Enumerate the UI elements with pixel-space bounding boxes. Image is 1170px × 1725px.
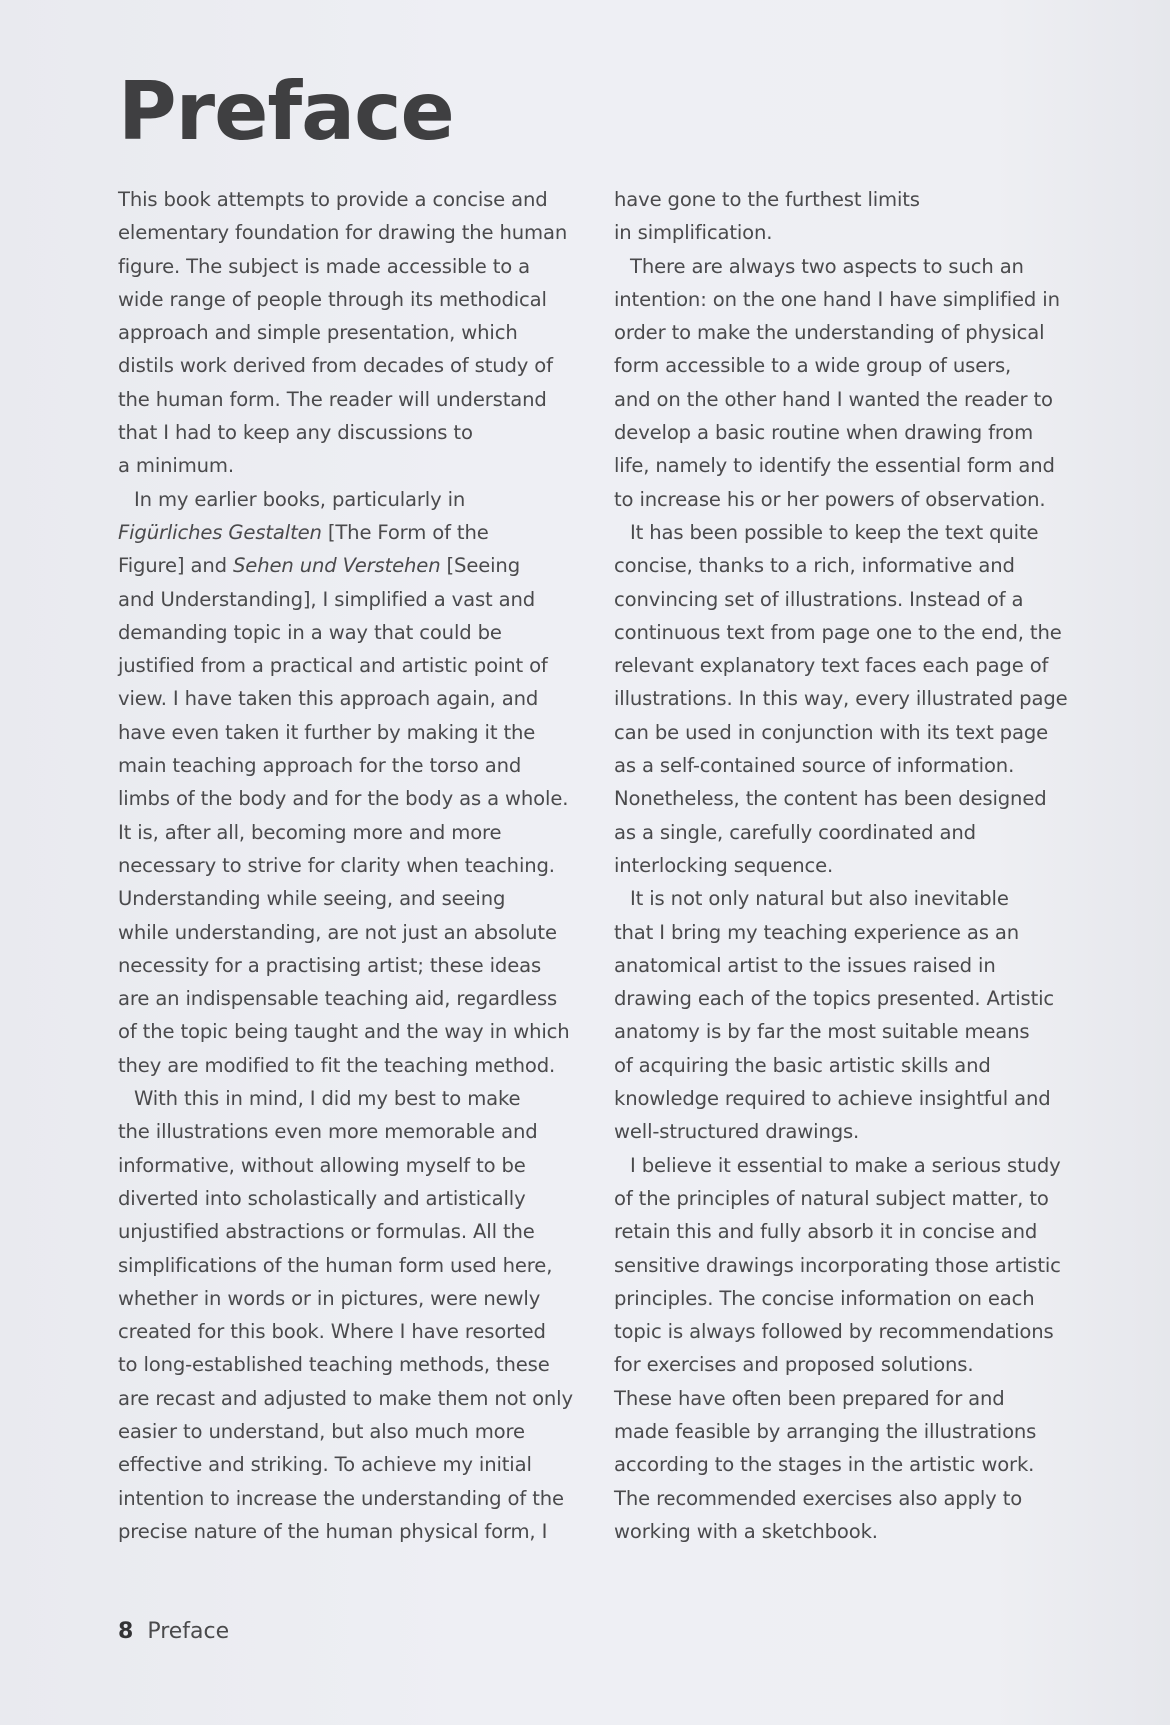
text-line [614,649,1084,682]
text-line [614,416,1084,449]
text-line [614,1282,1084,1315]
text-segment: and on the other hand I wanted the reader to [614,387,1053,411]
text-segment: demanding topic in a way that could be [118,620,502,644]
text-line [118,183,588,216]
text-segment: limbs of the body and for the body as a whole. [118,787,569,811]
text-line [614,849,1084,882]
text-segment: knowledge required to achieve insightful and [614,1087,1051,1111]
text-line [118,583,588,616]
text-segment: as a self-contained source of information. [614,754,1015,778]
text-line [118,716,588,749]
text-segment: The recommended exercises also apply to [614,1486,1023,1510]
text-line [118,383,588,416]
text-segment: that I had to keep any discussions to [118,421,473,445]
text-segment: intention: on the one hand I have simplified in [614,287,1060,311]
text-line [118,449,588,482]
text-segment: It is, after all, becoming more and more [118,820,502,844]
text-segment: justified from a practical and artistic point of [118,654,548,678]
text-segment: of acquiring the basic artistic skills and [614,1053,991,1077]
text-line [614,1182,1084,1215]
text-line [118,283,588,316]
text-segment: intention to increase the understanding of the [118,1486,564,1510]
text-line [118,849,588,882]
text-segment: according to the stages in the artistic work. [614,1453,1035,1477]
text-line [614,449,1084,482]
text-segment: life, namely to identify the essential form and [614,454,1055,478]
text-line [614,1215,1084,1248]
text-segment: Understanding while seeing, and seeing [118,887,506,911]
text-segment: necessity for a practising artist; these ideas [118,953,542,977]
text-line [614,1115,1084,1148]
text-segment: diverted into scholastically and artistically [118,1186,526,1210]
text-line [118,1249,588,1282]
text-segment: well-structured drawings. [614,1120,860,1144]
text-segment: view. I have taken this approach again, and [118,687,539,711]
text-segment: main teaching approach for the torso and [118,754,522,778]
text-line [118,516,588,549]
text-line [118,1015,588,1048]
text-segment: Figure] and [118,554,233,578]
text-segment: It has been possible to keep the text quite [630,520,1039,544]
text-segment: have even taken it further by making it the [118,720,536,744]
text-segment: made feasible by arranging the illustrations [614,1419,1037,1443]
text-line [614,183,1084,216]
text-line [614,749,1084,782]
text-line [118,1049,588,1082]
page-title: Preface [118,65,454,158]
text-line [118,1215,588,1248]
text-segment: There are always two aspects to such an [630,254,1024,278]
text-line [614,716,1084,749]
text-segment: figure. The subject is made accessible to a [118,254,531,278]
text-line [614,882,1084,915]
text-segment: principles. The concise information on each [614,1286,1035,1310]
text-segment: of the principles of natural subject matter, to [614,1186,1049,1210]
text-line [118,349,588,382]
text-segment: [The Form of the [321,520,489,544]
text-line [118,1115,588,1148]
text-line [614,1082,1084,1115]
text-segment: anatomy is by far the most suitable means [614,1020,1030,1044]
text-segment: that I bring my teaching experience as an [614,920,1019,944]
text-segment: precise nature of the human physical form, I [118,1519,548,1543]
text-segment: anatomical artist to the issues raised in [614,953,996,977]
right-text-column [614,183,1084,1548]
text-segment: the illustrations even more memorable and [118,1120,538,1144]
text-line [614,782,1084,815]
text-line [614,549,1084,582]
text-segment: It is not only natural but also inevitable [630,887,1009,911]
text-line [614,383,1084,416]
text-segment: distils work derived from decades of study of [118,354,553,378]
footer-section-title: Preface [147,1619,230,1644]
text-line [614,982,1084,1015]
text-segment: These have often been prepared for and [614,1386,1005,1410]
text-segment: continuous text from page one to the end, the [614,620,1062,644]
text-segment: can be used in conjunction with its text page [614,720,1049,744]
text-line [614,682,1084,715]
text-segment: and Understanding], I simplified a vast and [118,587,536,611]
text-line [614,1515,1084,1548]
text-line [118,549,588,582]
text-line [614,1415,1084,1448]
text-segment: as a single, carefully coordinated and [614,820,976,844]
text-segment: form accessible to a wide group of users, [614,354,1012,378]
page-footer [118,1615,229,1649]
text-line [614,1348,1084,1381]
text-segment: the human form. The reader will understand [118,387,547,411]
text-segment: easier to understand, but also much more [118,1419,525,1443]
text-segment: for exercises and proposed solutions. [614,1353,974,1377]
text-line [614,516,1084,549]
page-number: 8 [118,1619,134,1644]
text-line [614,1015,1084,1048]
text-segment: relevant explanatory text faces each page of [614,654,1049,678]
text-line [118,1348,588,1381]
text-line [118,616,588,649]
text-line [118,1282,588,1315]
text-line [118,816,588,849]
text-line [614,1315,1084,1348]
text-segment: convincing set of illustrations. Instead of a [614,587,1024,611]
text-segment: [Seeing [440,554,520,578]
text-segment: Nonetheless, the content has been designed [614,787,1047,811]
text-line [118,782,588,815]
text-line [614,816,1084,849]
text-segment: while understanding, are not just an absolute [118,920,557,944]
text-line [118,682,588,715]
text-segment: effective and striking. To achieve my initial [118,1453,532,1477]
text-segment: develop a basic routine when drawing from [614,421,1034,445]
text-segment: approach and simple presentation, which [118,321,518,345]
text-segment: I believe it essential to make a serious study [630,1153,1061,1177]
book-title-italic: Figürliches Gestalten [118,520,322,544]
text-line [614,616,1084,649]
text-line [614,949,1084,982]
text-segment: This book attempts to provide a concise and [118,188,548,211]
left-text-column [118,183,588,1548]
text-line [118,749,588,782]
text-line [614,1382,1084,1415]
text-segment: are an indispensable teaching aid, regardless [118,987,558,1011]
text-segment: a minimum. [118,454,234,478]
text-segment: elementary foundation for drawing the human [118,221,568,245]
text-line [118,1515,588,1548]
text-segment: of the topic being taught and the way in which [118,1020,570,1044]
text-line [614,483,1084,516]
text-segment: are recast and adjusted to make them not only [118,1386,573,1410]
text-segment: working with a sketchbook. [614,1519,878,1543]
text-line [614,1249,1084,1282]
text-line [614,1482,1084,1515]
text-line [118,882,588,915]
text-segment: drawing each of the topics presented. Artistic [614,987,1055,1011]
text-line [118,250,588,283]
text-line [614,1149,1084,1182]
text-segment: whether in words or in pictures, were newly [118,1286,541,1310]
text-segment: concise, thanks to a rich, informative and [614,554,1015,578]
text-line [118,916,588,949]
text-line [118,1415,588,1448]
text-segment: topic is always followed by recommendations [614,1320,1054,1344]
text-line [118,216,588,249]
text-segment: in simplification. [614,221,773,245]
text-line [614,916,1084,949]
text-segment: retain this and fully absorb it in concise and [614,1220,1038,1244]
text-line [118,1149,588,1182]
text-line [118,1315,588,1348]
text-line [118,1182,588,1215]
text-segment: With this in mind, I did my best to make [134,1087,521,1111]
text-segment: informative, without allowing myself to be [118,1153,526,1177]
text-segment: sensitive drawings incorporating those artistic [614,1253,1061,1277]
text-segment: order to make the understanding of physical [614,321,1045,345]
text-line [118,649,588,682]
text-line [118,982,588,1015]
book-title-italic: Sehen und Verstehen [233,554,441,578]
text-line [614,216,1084,249]
text-line [118,1082,588,1115]
text-line [118,416,588,449]
text-line [614,583,1084,616]
text-segment: to increase his or her powers of observation. [614,487,1046,511]
text-segment: have gone to the furthest limits [614,188,920,211]
text-segment: created for this book. Where I have resorted [118,1320,546,1344]
text-line [614,1049,1084,1082]
text-segment: necessary to strive for clarity when teaching. [118,853,555,877]
text-line [614,283,1084,316]
text-line [118,1448,588,1481]
text-line [118,1482,588,1515]
text-segment: In my earlier books, particularly in [134,487,466,511]
text-line [118,483,588,516]
text-segment: to long-established teaching methods, these [118,1353,550,1377]
text-line [614,349,1084,382]
text-segment: interlocking sequence. [614,853,834,877]
text-segment: illustrations. In this way, every illustrated page [614,687,1068,711]
text-line [614,250,1084,283]
text-segment: wide range of people through its methodical [118,287,547,311]
text-segment: they are modified to fit the teaching method. [118,1053,556,1077]
text-line [118,316,588,349]
text-line [614,1448,1084,1481]
text-segment: simplifications of the human form used here, [118,1253,553,1277]
text-line [118,949,588,982]
text-line [118,1382,588,1415]
text-segment: unjustified abstractions or formulas. All the [118,1220,535,1244]
text-line [614,316,1084,349]
